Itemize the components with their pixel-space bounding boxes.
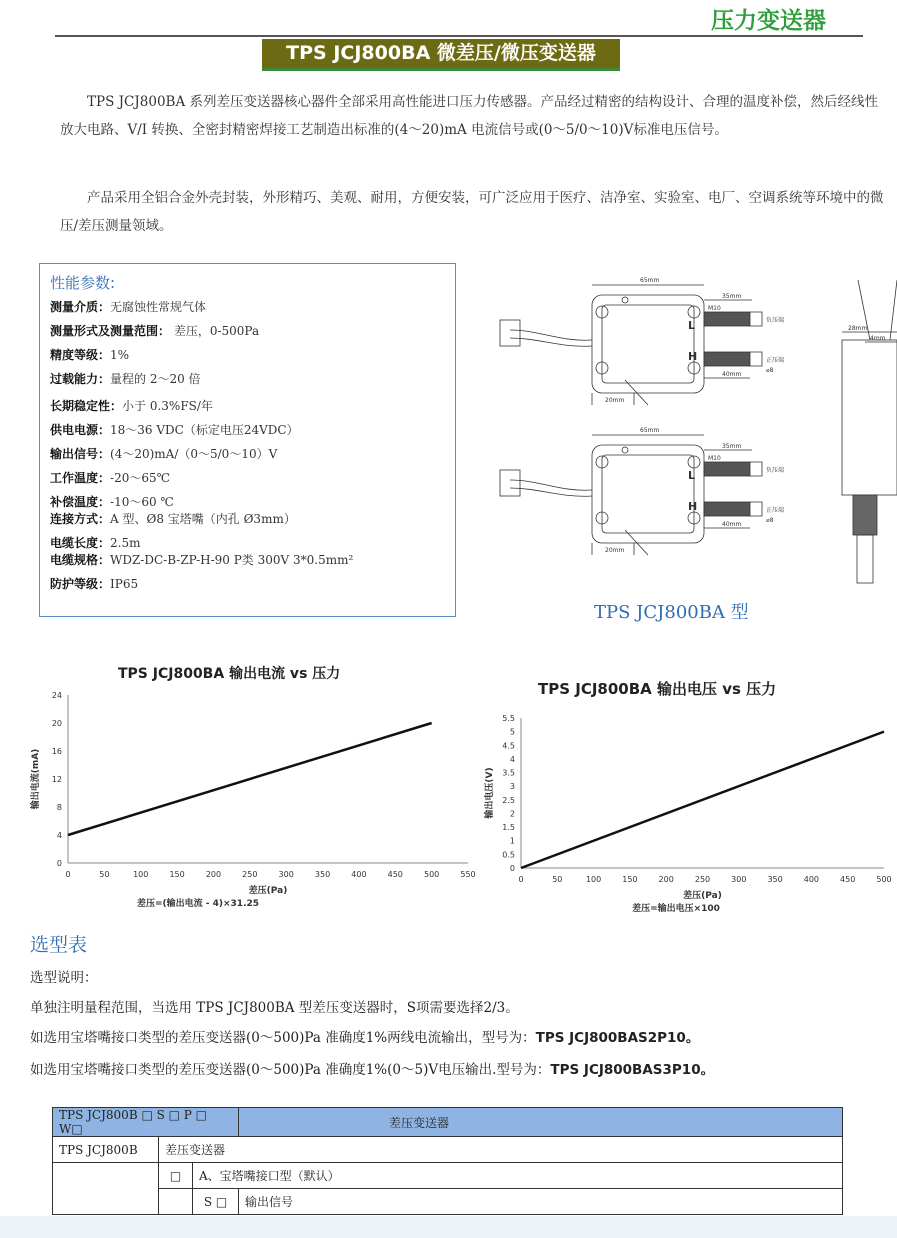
housing-bottom <box>592 445 704 543</box>
pos-label-bottom: 正压端 <box>766 507 785 514</box>
housing-top <box>592 295 704 393</box>
selection-line-3: 如选用宝塔嘴接口类型的差压变送器(0～500)Pa 准确度1%(0～5)V电压输出.型号为：TPS JCJ800BAS3P10。 <box>30 1062 715 1078</box>
x-tick-label: 350 <box>767 875 783 884</box>
spec-row <box>50 299 445 316</box>
x-tick-label: 100 <box>585 875 602 884</box>
page-footer-band <box>0 1216 897 1238</box>
x-tick-label: 500 <box>423 870 440 879</box>
series-line <box>521 732 884 868</box>
chart-formula: 差压=(输出电流 - 4)×31.25 <box>136 899 260 909</box>
table-cell-code: S □ <box>193 1189 239 1215</box>
spec-value: 1% <box>110 348 130 362</box>
brand-title: 压力变送器 <box>711 8 826 34</box>
port-pos-top <box>704 352 750 366</box>
x-tick-label: 200 <box>658 875 674 884</box>
spec-key: 测量形式及测量范围： <box>50 324 171 338</box>
spec-row <box>50 398 445 415</box>
port-pos-bottom <box>704 502 750 516</box>
x-tick-label: 150 <box>169 870 185 879</box>
voltage-vs-pressure-chart <box>480 673 897 928</box>
spec-value: 无腐蚀性常规气体 <box>110 300 207 314</box>
spec-key: 补偿温度： <box>50 495 111 509</box>
spec-key: 过载能力： <box>50 372 111 386</box>
dim-40-bottom: 40mm <box>722 521 742 528</box>
x-tick-label: 550 <box>460 870 476 879</box>
x-tick-label: 250 <box>242 870 258 879</box>
x-tick-label: 400 <box>351 870 367 879</box>
y-tick-label: 4 <box>56 831 62 840</box>
m10-bottom: M10 <box>708 455 721 462</box>
model-caption: TPS JCJ800BA 型 <box>594 602 749 623</box>
chart-title: TPS JCJ800BA 输出电压 vs 压力 <box>538 680 777 698</box>
spec-key: 输出信号： <box>50 447 111 461</box>
spec-row <box>50 371 445 388</box>
port-H-bottom: H <box>688 500 698 513</box>
spec-key: 连接方式： <box>50 512 111 526</box>
spec-row <box>50 470 445 487</box>
spec-row <box>50 535 445 552</box>
table-row <box>53 1189 843 1215</box>
spec-key: 电缆长度： <box>50 536 111 550</box>
table-cell-desc: A、宝塔嘴接口型（默认） <box>193 1163 843 1189</box>
x-tick-label: 0 <box>65 870 71 879</box>
dim-35-top: 35mm <box>722 293 742 300</box>
y-tick-label: 1 <box>509 836 515 846</box>
port-H-top: H <box>688 350 698 363</box>
dim-65-top: 65mm <box>640 277 660 284</box>
pos-label-top: 正压端 <box>766 357 785 364</box>
selection-heading: 选型表 <box>30 934 88 956</box>
spec-value: 差压，0-500Pa <box>170 324 260 338</box>
chart-formula: 差压=输出电压×100 <box>632 904 720 914</box>
spec-row <box>50 422 445 439</box>
spec-value: A 型、Ø8 宝塔嘴（内孔 Ø3mm） <box>110 512 296 526</box>
port-neg-bottom <box>704 462 750 476</box>
neg-label-bottom: 负压端 <box>766 467 785 474</box>
x-tick-label: 450 <box>387 870 403 879</box>
spec-key: 测量介质： <box>50 300 111 314</box>
spec-key: 供电电源： <box>50 423 111 437</box>
chart-title: TPS JCJ800BA 输出电流 vs 压力 <box>118 666 341 682</box>
y-tick-label: 8 <box>56 803 62 812</box>
x-tick-label: 300 <box>278 870 294 879</box>
intro-paragraph-1: TPS JCJ800BA 系列差压变送器核心器件全部采用高性能进口压力传感器。产品经过精密的结构设计、合理的温度补偿，然后经线性放大电路、V/I 转换、全密封精密焊接工艺制造出标准的(4～20)mA 电流信号或(0～5/0～10)V标准电压信号。 <box>60 94 879 138</box>
x-tick-label: 400 <box>803 875 820 884</box>
selection-table <box>52 1107 843 1215</box>
y-tick-label: 16 <box>51 747 62 756</box>
table-cell-code: TPS JCJ800B <box>53 1137 159 1163</box>
dim-4: 4mm <box>870 335 886 342</box>
spec-key: 长期稳定性： <box>50 399 123 413</box>
x-tick-label: 200 <box>205 870 222 879</box>
table-cell-desc: 输出信号 <box>239 1189 843 1215</box>
neg-label-top: 负压端 <box>766 317 785 324</box>
table-header-code: TPS JCJ800B □ S □ P □ W□ <box>53 1108 239 1137</box>
x-tick-label: 300 <box>731 875 747 884</box>
spec-row <box>50 511 445 528</box>
spec-row <box>50 323 445 340</box>
spec-key: 精度等级： <box>50 348 111 362</box>
spec-value: 18～36 VDC（标定电压24VDC） <box>110 423 299 437</box>
model-example-voltage: TPS JCJ800BAS3P10。 <box>550 1062 715 1078</box>
x-tick-label: 150 <box>622 875 638 884</box>
spec-key: 防护等级： <box>50 577 111 591</box>
y-tick-label: 20 <box>51 719 62 728</box>
spec-row <box>50 576 445 593</box>
table-row <box>53 1137 843 1163</box>
y-tick-label: 0 <box>509 864 515 873</box>
phi8-bottom: ⌀8 <box>766 517 774 524</box>
model-example-current: TPS JCJ800BAS2P10。 <box>535 1030 700 1046</box>
dim-20-bottom: 20mm <box>605 547 625 554</box>
table-cell-desc: 差压变送器 <box>159 1137 843 1163</box>
spec-value: WDZ-DC-B-ZP-H-90 P类 300V 3*0.5mm² <box>110 553 354 567</box>
y-tick-label: 5 <box>509 727 515 737</box>
spec-value: 小于 0.3%FS/年 <box>122 399 213 413</box>
spec-value: (4～20)mA/（0～5/0～10）V <box>110 447 278 461</box>
spec-value: 量程的 2～20 倍 <box>110 372 201 386</box>
x-tick-label: 50 <box>552 875 563 884</box>
x-tick-label: 500 <box>876 875 892 884</box>
y-tick-label: 2 <box>509 809 515 819</box>
y-tick-label: 0.5 <box>502 850 515 860</box>
dim-40-top: 40mm <box>722 371 742 378</box>
spec-row <box>50 494 445 511</box>
x-tick-label: 350 <box>314 870 331 879</box>
side-view <box>842 340 897 495</box>
y-tick-label: 24 <box>51 691 62 700</box>
current-vs-pressure-chart <box>20 658 480 928</box>
y-tick-label: 3.5 <box>502 768 515 778</box>
selection-line-1: 单独注明量程范围，当选用 TPS JCJ800BA 型差压变送器时，S项需要选择2/3。 <box>30 1000 519 1016</box>
y-tick-label: 12 <box>51 775 62 784</box>
spec-value: IP65 <box>110 577 139 591</box>
y-axis-label: 输出电流(mA) <box>31 748 41 810</box>
port-L-top: L <box>688 319 696 332</box>
specs-title: 性能参数: <box>50 274 116 292</box>
port-neg-top <box>704 312 750 326</box>
table-row <box>53 1163 843 1189</box>
table-header-desc: 差压变送器 <box>239 1108 843 1137</box>
port-L-bottom: L <box>688 469 696 482</box>
phi8-top: ⌀8 <box>766 367 774 374</box>
x-axis-label: 差压(Pa) <box>248 886 288 896</box>
x-tick-label: 50 <box>99 870 110 879</box>
y-tick-label: 5.5 <box>502 714 515 723</box>
product-title: TPS JCJ800BA 微差压/微压变送器 <box>262 39 620 68</box>
spec-row <box>50 347 445 364</box>
dim-20-top: 20mm <box>605 397 625 404</box>
spec-value: -10～60 ℃ <box>110 495 174 509</box>
dim-28: 28mm <box>848 325 868 332</box>
x-axis-label: 差压(Pa) <box>683 891 722 901</box>
y-axis-label: 输出电压(V) <box>485 767 495 819</box>
y-tick-label: 4 <box>509 754 515 764</box>
spec-key: 工作温度： <box>50 471 111 485</box>
dim-65-bottom: 65mm <box>640 427 660 434</box>
x-tick-label: 450 <box>840 875 856 884</box>
y-tick-label: 3 <box>509 782 515 792</box>
spec-value: 2.5m <box>110 536 141 550</box>
x-tick-label: 250 <box>694 875 711 884</box>
y-tick-label: 0 <box>56 859 62 868</box>
selection-line-2: 如选用宝塔嘴接口类型的差压变送器(0～500)Pa 准确度1%两线电流输出，型号为：TPS JCJ800BAS2P10。 <box>30 1030 700 1046</box>
selection-note-label: 选型说明： <box>30 970 98 986</box>
spec-row <box>50 552 445 569</box>
spec-value: -20～65℃ <box>110 471 171 485</box>
spec-key: 电缆规格： <box>50 553 111 567</box>
intro-paragraph-2: 产品采用全铝合金外壳封装，外形精巧、美观、耐用，方便安装，可广泛应用于医疗、洁净室、实验室、电厂、空调系统等环境中的微压/差压测量领域。 <box>60 190 884 234</box>
x-tick-label: 100 <box>133 870 149 879</box>
specs-panel <box>39 263 456 617</box>
table-cell-code: □ <box>159 1163 193 1189</box>
x-tick-label: 0 <box>518 875 524 884</box>
dimension-drawing <box>470 270 897 600</box>
dim-35-bottom: 35mm <box>722 443 742 450</box>
spec-row <box>50 446 445 463</box>
y-tick-label: 4.5 <box>502 741 515 751</box>
y-tick-label: 1.5 <box>502 823 515 833</box>
y-tick-label: 2.5 <box>502 795 515 805</box>
table-header-row <box>53 1108 843 1137</box>
header-rule <box>55 35 863 37</box>
m10-top: M10 <box>708 305 721 312</box>
series-line <box>68 723 432 835</box>
